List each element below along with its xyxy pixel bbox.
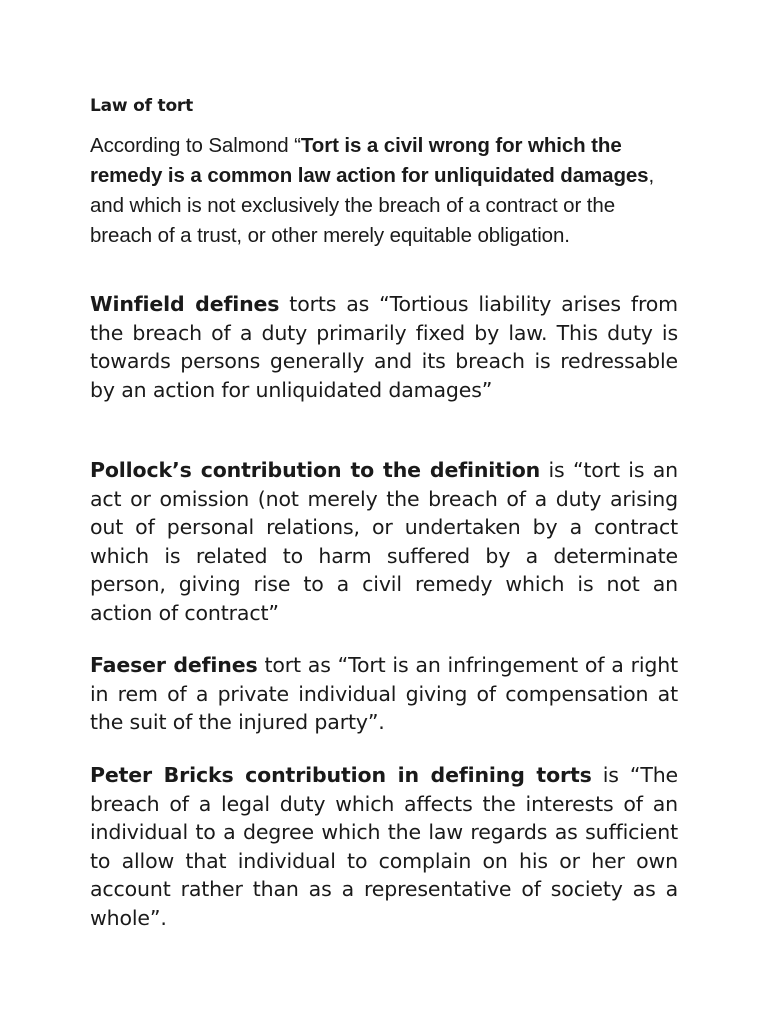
salmond-definition: Tort is a civil wrong for which the remedy is a common law action for unliquidated damages — [90, 134, 649, 187]
pollock-paragraph — [90, 456, 678, 628]
salmond-lead: According to Salmond “ — [90, 134, 301, 157]
peter-bricks-label: Peter Bricks contribution in defining torts — [90, 763, 592, 787]
faeser-label: Faeser defines — [90, 653, 258, 677]
salmond-rest: , and which is not exclusively the breach of a contract or the breach of a trust, or other merely equitable obligation. — [90, 164, 655, 247]
winfield-text: torts as “Tortious liability arises from the breach of a duty primarily fixed by law. This duty is towards persons generally and its breach is redressable by an action for unliquidated damages” — [90, 292, 678, 402]
winfield-paragraph — [90, 290, 678, 404]
salmond-paragraph — [90, 131, 678, 251]
peter-bricks-text: is “The breach of a legal duty which affects the interests of an individual to a degree which the law regards as sufficient to allow that individual to complain on his or her own account rather than as a representative of society as a whole”. — [90, 763, 678, 930]
faeser-paragraph — [90, 651, 678, 737]
peter-bricks-paragraph — [90, 761, 678, 933]
document-heading: Law of tort — [90, 96, 194, 116]
faeser-text: tort as “Tort is an infringement of a right in rem of a private individual giving of compensation at the suit of the injured party”. — [90, 653, 678, 735]
winfield-label: Winfield defines — [90, 292, 280, 316]
pollock-text: is “tort is an act or omission (not merely the breach of a duty arising out of personal relations, or undertaken by a contract which is related to harm suffered by a determinate person, giving rise to a civil remedy which is not an action of contract” — [90, 458, 678, 625]
pollock-label: Pollock’s contribution to the definition — [90, 458, 541, 482]
